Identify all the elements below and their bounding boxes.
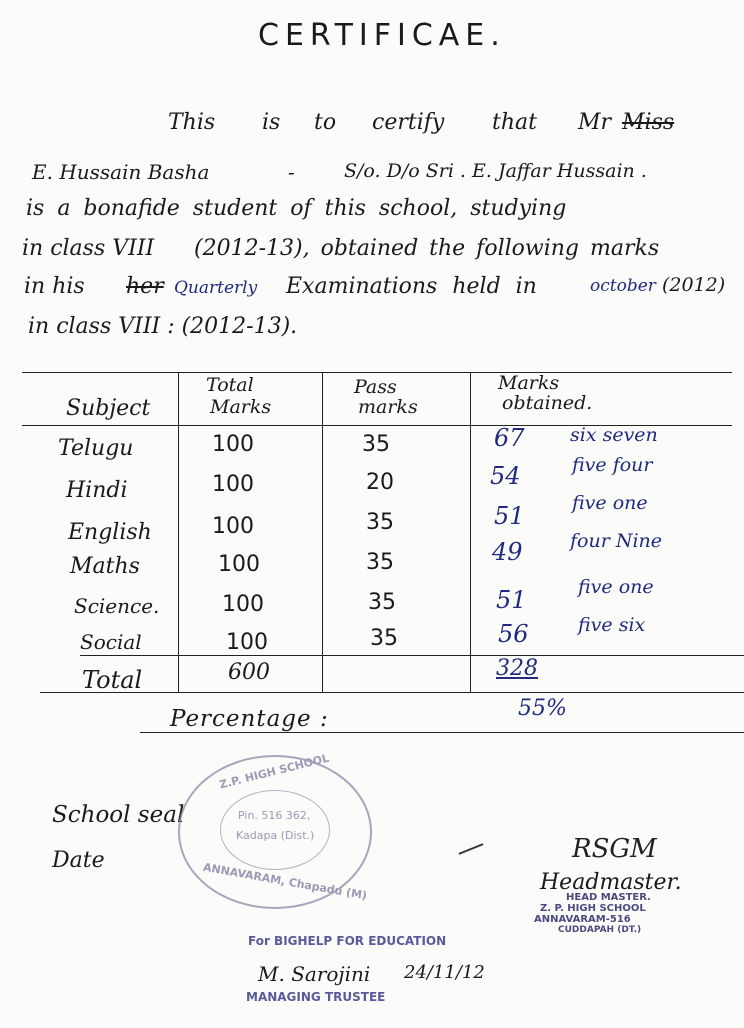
body-word-to: to — [314, 110, 337, 135]
trust-date: 24/11/12 — [404, 962, 485, 983]
headmaster-stamp-3: ANNAVARAM-516 — [534, 914, 631, 925]
trust-role: MANAGING TRUSTEE — [246, 990, 386, 1004]
row-words: six seven — [570, 424, 658, 446]
seal-top-text: Z.P. HIGH SCHOOL — [218, 751, 331, 792]
body-word-miss-struck: Miss — [622, 110, 675, 135]
body-word-that: that — [492, 110, 537, 135]
row-words: five one — [578, 576, 654, 598]
row-total: 100 — [212, 514, 254, 539]
row-obtained: 49 — [492, 538, 523, 566]
row-subject: Maths — [70, 554, 140, 579]
row-words: four Nine — [570, 530, 663, 552]
table-col-rule-2 — [322, 372, 323, 692]
table-top-rule — [22, 372, 732, 373]
body-in-his: in his — [24, 274, 85, 299]
headmaster-stamp-2: Z. P. HIGH SCHOOL — [540, 903, 646, 914]
row-pass: 35 — [370, 626, 398, 651]
row-subject: Hindi — [66, 478, 128, 503]
total-label: Total — [82, 666, 143, 694]
seal-pin: Pin. 516 362, — [238, 809, 311, 822]
percentage-label: Percentage : — [170, 706, 329, 732]
row-total: 100 — [222, 592, 264, 617]
table-bottom-rule — [40, 692, 744, 693]
body-her-struck: her — [126, 274, 164, 299]
row-subject: Telugu — [58, 436, 134, 461]
row-words: five six — [578, 614, 646, 636]
body-word-this: This — [168, 110, 216, 135]
body-word-mr: Mr — [578, 110, 612, 135]
row-subject: Social — [80, 630, 142, 654]
body-line-3: is a bonafide student of this school, studying — [26, 196, 567, 221]
row-pass: 35 — [366, 510, 394, 535]
row-obtained: 51 — [496, 586, 527, 614]
certificate-title: CERTIFICAE. — [258, 18, 506, 53]
exam-name: Quarterly — [174, 278, 258, 298]
row-total: 100 — [226, 630, 268, 655]
header-total-2: Marks — [210, 396, 272, 418]
pen-mark — [459, 843, 484, 855]
trust-signature: M. Sarojini — [258, 962, 371, 986]
row-obtained: 67 — [494, 424, 525, 452]
student-name: E. Hussain Basha — [32, 160, 210, 184]
row-pass: 35 — [366, 550, 394, 575]
trust-org: For BIGHELP FOR EDUCATION — [248, 934, 447, 948]
percentage-value: 55% — [518, 696, 567, 721]
headmaster-stamp-1: HEAD MASTER. — [566, 892, 651, 903]
row-pass: 35 — [368, 590, 396, 615]
row-obtained: 56 — [498, 620, 529, 648]
row-total: 100 — [218, 552, 260, 577]
row-obtained: 54 — [490, 462, 521, 490]
body-class: in class VIII — [22, 236, 155, 261]
dash: - — [288, 160, 295, 184]
row-obtained: 51 — [494, 502, 525, 530]
header-obtained-2: obtained. — [502, 392, 593, 414]
seal-district: Kadapa (Dist.) — [236, 829, 315, 842]
row-total: 100 — [212, 472, 254, 497]
header-subject: Subject — [66, 396, 151, 421]
headmaster-label: Headmaster. — [540, 870, 682, 895]
total-obtained: 328 — [496, 656, 538, 681]
parent-name: S/o. D/o Sri . E. Jaffar Hussain . — [344, 160, 647, 182]
percentage-rule — [140, 732, 744, 733]
header-total-1: Total — [206, 374, 254, 396]
table-col-rule-1 — [178, 372, 179, 692]
row-words: five one — [572, 492, 648, 514]
exam-month: october — [590, 276, 656, 296]
row-subject: Science. — [74, 594, 160, 618]
seal-bottom-text: ANNAVARAM, Chapadu (M) — [202, 860, 368, 903]
total-marks: 600 — [228, 660, 270, 685]
body-word-is: is — [262, 110, 281, 135]
date-label: Date — [52, 848, 105, 873]
row-total: 100 — [212, 432, 254, 457]
row-subject: English — [68, 520, 152, 545]
exam-year: (2012) — [662, 274, 726, 296]
row-pass: 20 — [366, 470, 394, 495]
header-pass-2: marks — [358, 396, 418, 418]
header-pass-1: Pass — [354, 376, 397, 398]
table-col-rule-3 — [470, 372, 471, 692]
body-line-5: Examinations held in — [286, 274, 537, 299]
body-line-4: (2012-13), obtained the following marks — [194, 236, 660, 261]
row-words: five four — [572, 454, 653, 476]
header-obtained-1: Marks — [498, 372, 560, 394]
headmaster-signature: RSGM — [572, 834, 657, 864]
body-word-certify: certify — [372, 110, 445, 135]
table-total-rule — [80, 655, 744, 656]
school-seal — [178, 751, 372, 909]
headmaster-stamp-4: CUDDAPAH (DT.) — [558, 925, 642, 935]
school-seal-label: School seal — [52, 802, 185, 828]
row-pass: 35 — [362, 432, 390, 457]
body-line-6: in class VIII : (2012-13). — [28, 314, 298, 339]
